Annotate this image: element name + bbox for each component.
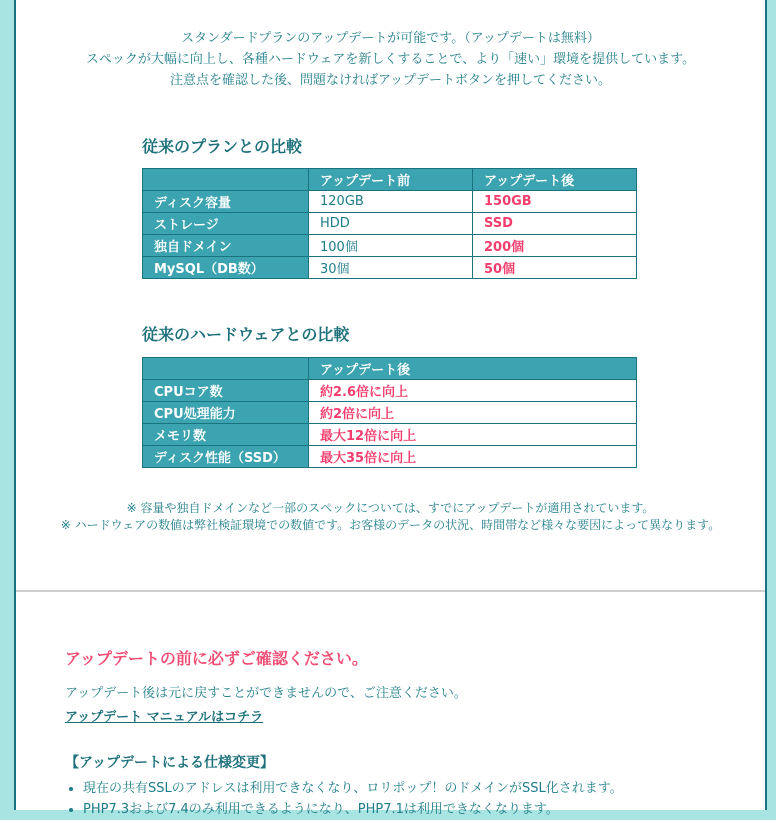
- before-value: 30個: [309, 257, 473, 279]
- hardware-comparison-title: 従来のハードウェアとの比較: [142, 325, 350, 344]
- after-value: 200個: [473, 235, 637, 257]
- update-manual-link[interactable]: アップデート マニュアルはコチラ: [65, 710, 264, 725]
- after-value: 150GB: [473, 191, 637, 213]
- after-value: 50個: [473, 257, 637, 279]
- row-label: ディスク性能（SSD）: [143, 446, 309, 468]
- notes: [16, 500, 765, 534]
- before-value: 100個: [309, 235, 473, 257]
- content-panel: [14, 0, 767, 817]
- after-value: 約2倍に向上: [309, 402, 637, 424]
- warning-title: アップデートの前に必ずご確認ください。: [65, 649, 368, 668]
- intro-line: スタンダードプランのアップデートが可能です。（アップデートは無料）: [181, 31, 600, 46]
- row-label: CPU処理能力: [143, 402, 309, 424]
- warning-text: アップデート後は元に戻すことができませんので、ご注意ください。: [65, 686, 467, 701]
- spec-changes-list: [65, 778, 623, 820]
- after-value: 最大12倍に向上: [309, 424, 637, 446]
- table-header-row: [143, 358, 637, 380]
- intro-line: 注意点を確認した後、問題なければアップデートボタンを押してください。: [169, 73, 612, 88]
- table-row: [143, 213, 637, 235]
- note-line: ※ ハードウェアの数値は弊社検証環境での数値です。お客様のデータの状況、時間帯など様々な要因によって異なります。: [60, 518, 721, 532]
- table-header: [143, 169, 309, 191]
- row-label: メモリ数: [143, 424, 309, 446]
- list-item: • PHP7.3および7.4のみ利用できるようになり、PHP7.1は利用できなくなります。: [83, 799, 623, 820]
- row-label: MySQL（DB数）: [143, 257, 309, 279]
- section-divider: [16, 590, 765, 592]
- after-value: 約2.6倍に向上: [309, 380, 637, 402]
- table-header: アップデート後: [309, 358, 637, 380]
- intro-text: [16, 28, 765, 91]
- row-label: 独自ドメイン: [143, 235, 309, 257]
- before-value: HDD: [309, 213, 473, 235]
- after-value: SSD: [473, 213, 637, 235]
- before-value: 120GB: [309, 191, 473, 213]
- plan-comparison-table: [142, 168, 637, 279]
- spec-changes-title: 【アップデートによる仕様変更】: [65, 755, 275, 771]
- row-label: ストレージ: [143, 213, 309, 235]
- table-row: [143, 402, 637, 424]
- note-line: ※ 容量や独自ドメインなど一部のスペックについては、すでにアップデートが適用されています。: [126, 501, 655, 515]
- table-row: [143, 235, 637, 257]
- plan-comparison-title: 従来のプランとの比較: [142, 137, 303, 156]
- table-header: アップデート前: [309, 169, 473, 191]
- table-header: [143, 358, 309, 380]
- row-label: CPUコア数: [143, 380, 309, 402]
- table-header-row: [143, 169, 637, 191]
- table-row: [143, 446, 637, 468]
- after-value: 最大35倍に向上: [309, 446, 637, 468]
- table-row: [143, 257, 637, 279]
- table-header: アップデート後: [473, 169, 637, 191]
- table-row: [143, 191, 637, 213]
- table-row: [143, 424, 637, 446]
- intro-line: スペックが大幅に向上し、各種ハードウェアを新しくすることで、より「速い」環境を提供しています。: [85, 52, 696, 67]
- hardware-comparison-table: [142, 357, 637, 468]
- table-row: [143, 380, 637, 402]
- list-item: • 現在の共有SSLのアドレスは利用できなくなり、ロリポップ！のドメインがSSL化されます。: [83, 778, 623, 799]
- row-label: ディスク容量: [143, 191, 309, 213]
